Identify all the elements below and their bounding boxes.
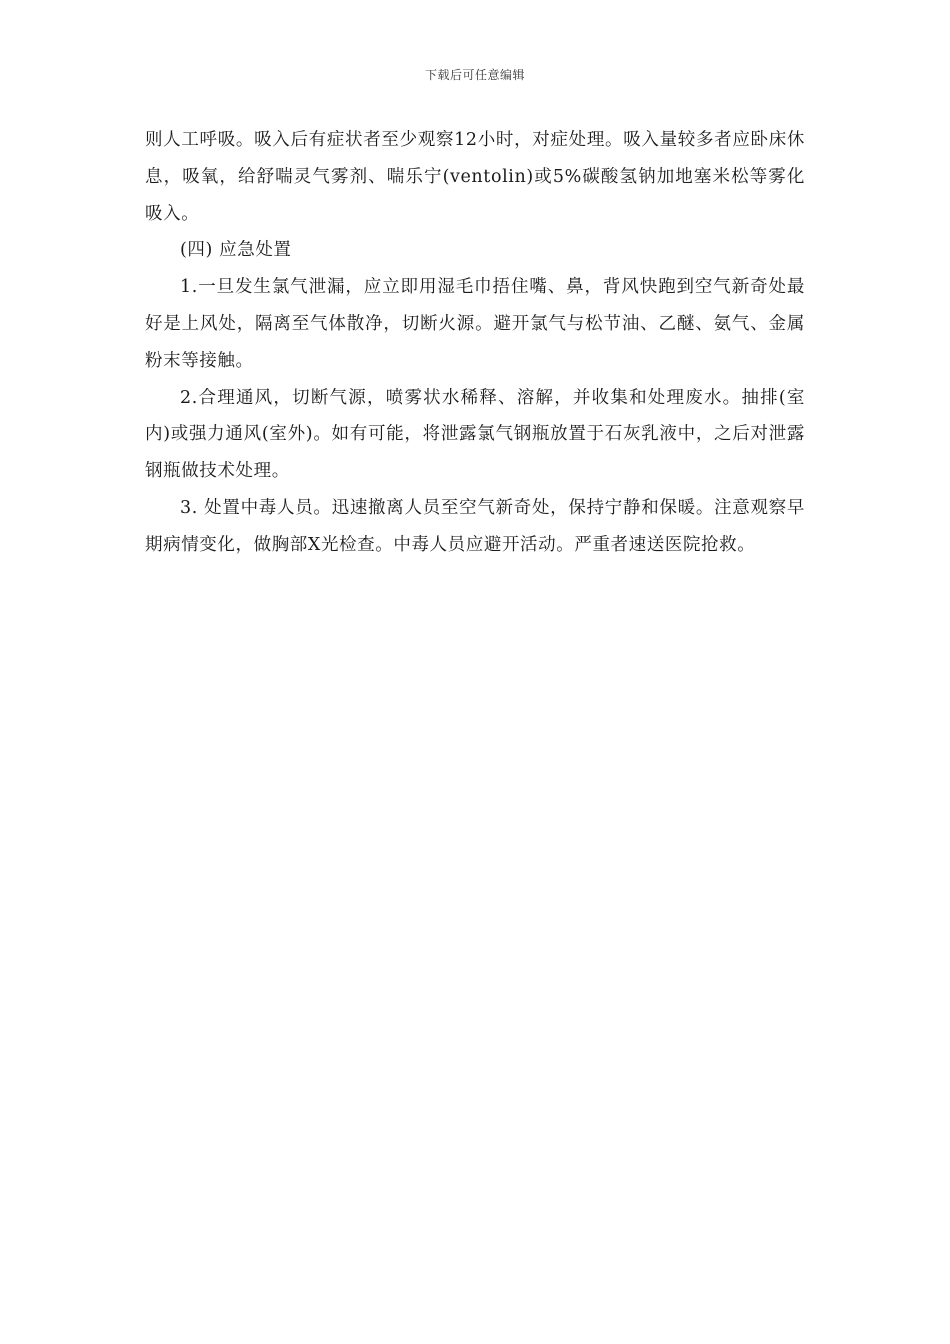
paragraph-continuation: 则人工呼吸。吸入后有症状者至少观察12小时，对症处理。吸入量较多者应卧床休息，吸氧，给舒喘灵气雾剂、喘乐宁(ventolin)或5%碳酸氢钠加地塞米松等雾化吸入。: [145, 130, 805, 224]
paragraph-item-2: 2.合理通风，切断气源，喷雾状水稀释、溶解，并收集和处理废水。抽排(室内)或强力通风(室外)。如有可能，将泄露氯气钢瓶放置于石灰乳液中，之后对泄露钢瓶做技术处理。: [145, 387, 805, 482]
page-header: 下载后可任意编辑: [424, 68, 525, 82]
section-heading-emergency: (四) 应急处置: [180, 240, 292, 261]
paragraph-item-1: 1.一旦发生氯气泄漏，应立即用湿毛巾捂住嘴、鼻，背风快跑到空气新奇处最好是上风处，隔离至气体散净，切断火源。避开氯气与松节油、乙醚、氨气、金属粉末等接触。: [145, 277, 805, 371]
document-body: [145, 122, 805, 564]
paragraph-item-3: 3. 处置中毒人员。迅速撤离人员至空气新奇处，保持宁静和保暖。注意观察早期病情变化，做胸部X光检查。中毒人员应避开活动。严重者速送医院抢救。: [145, 497, 805, 555]
